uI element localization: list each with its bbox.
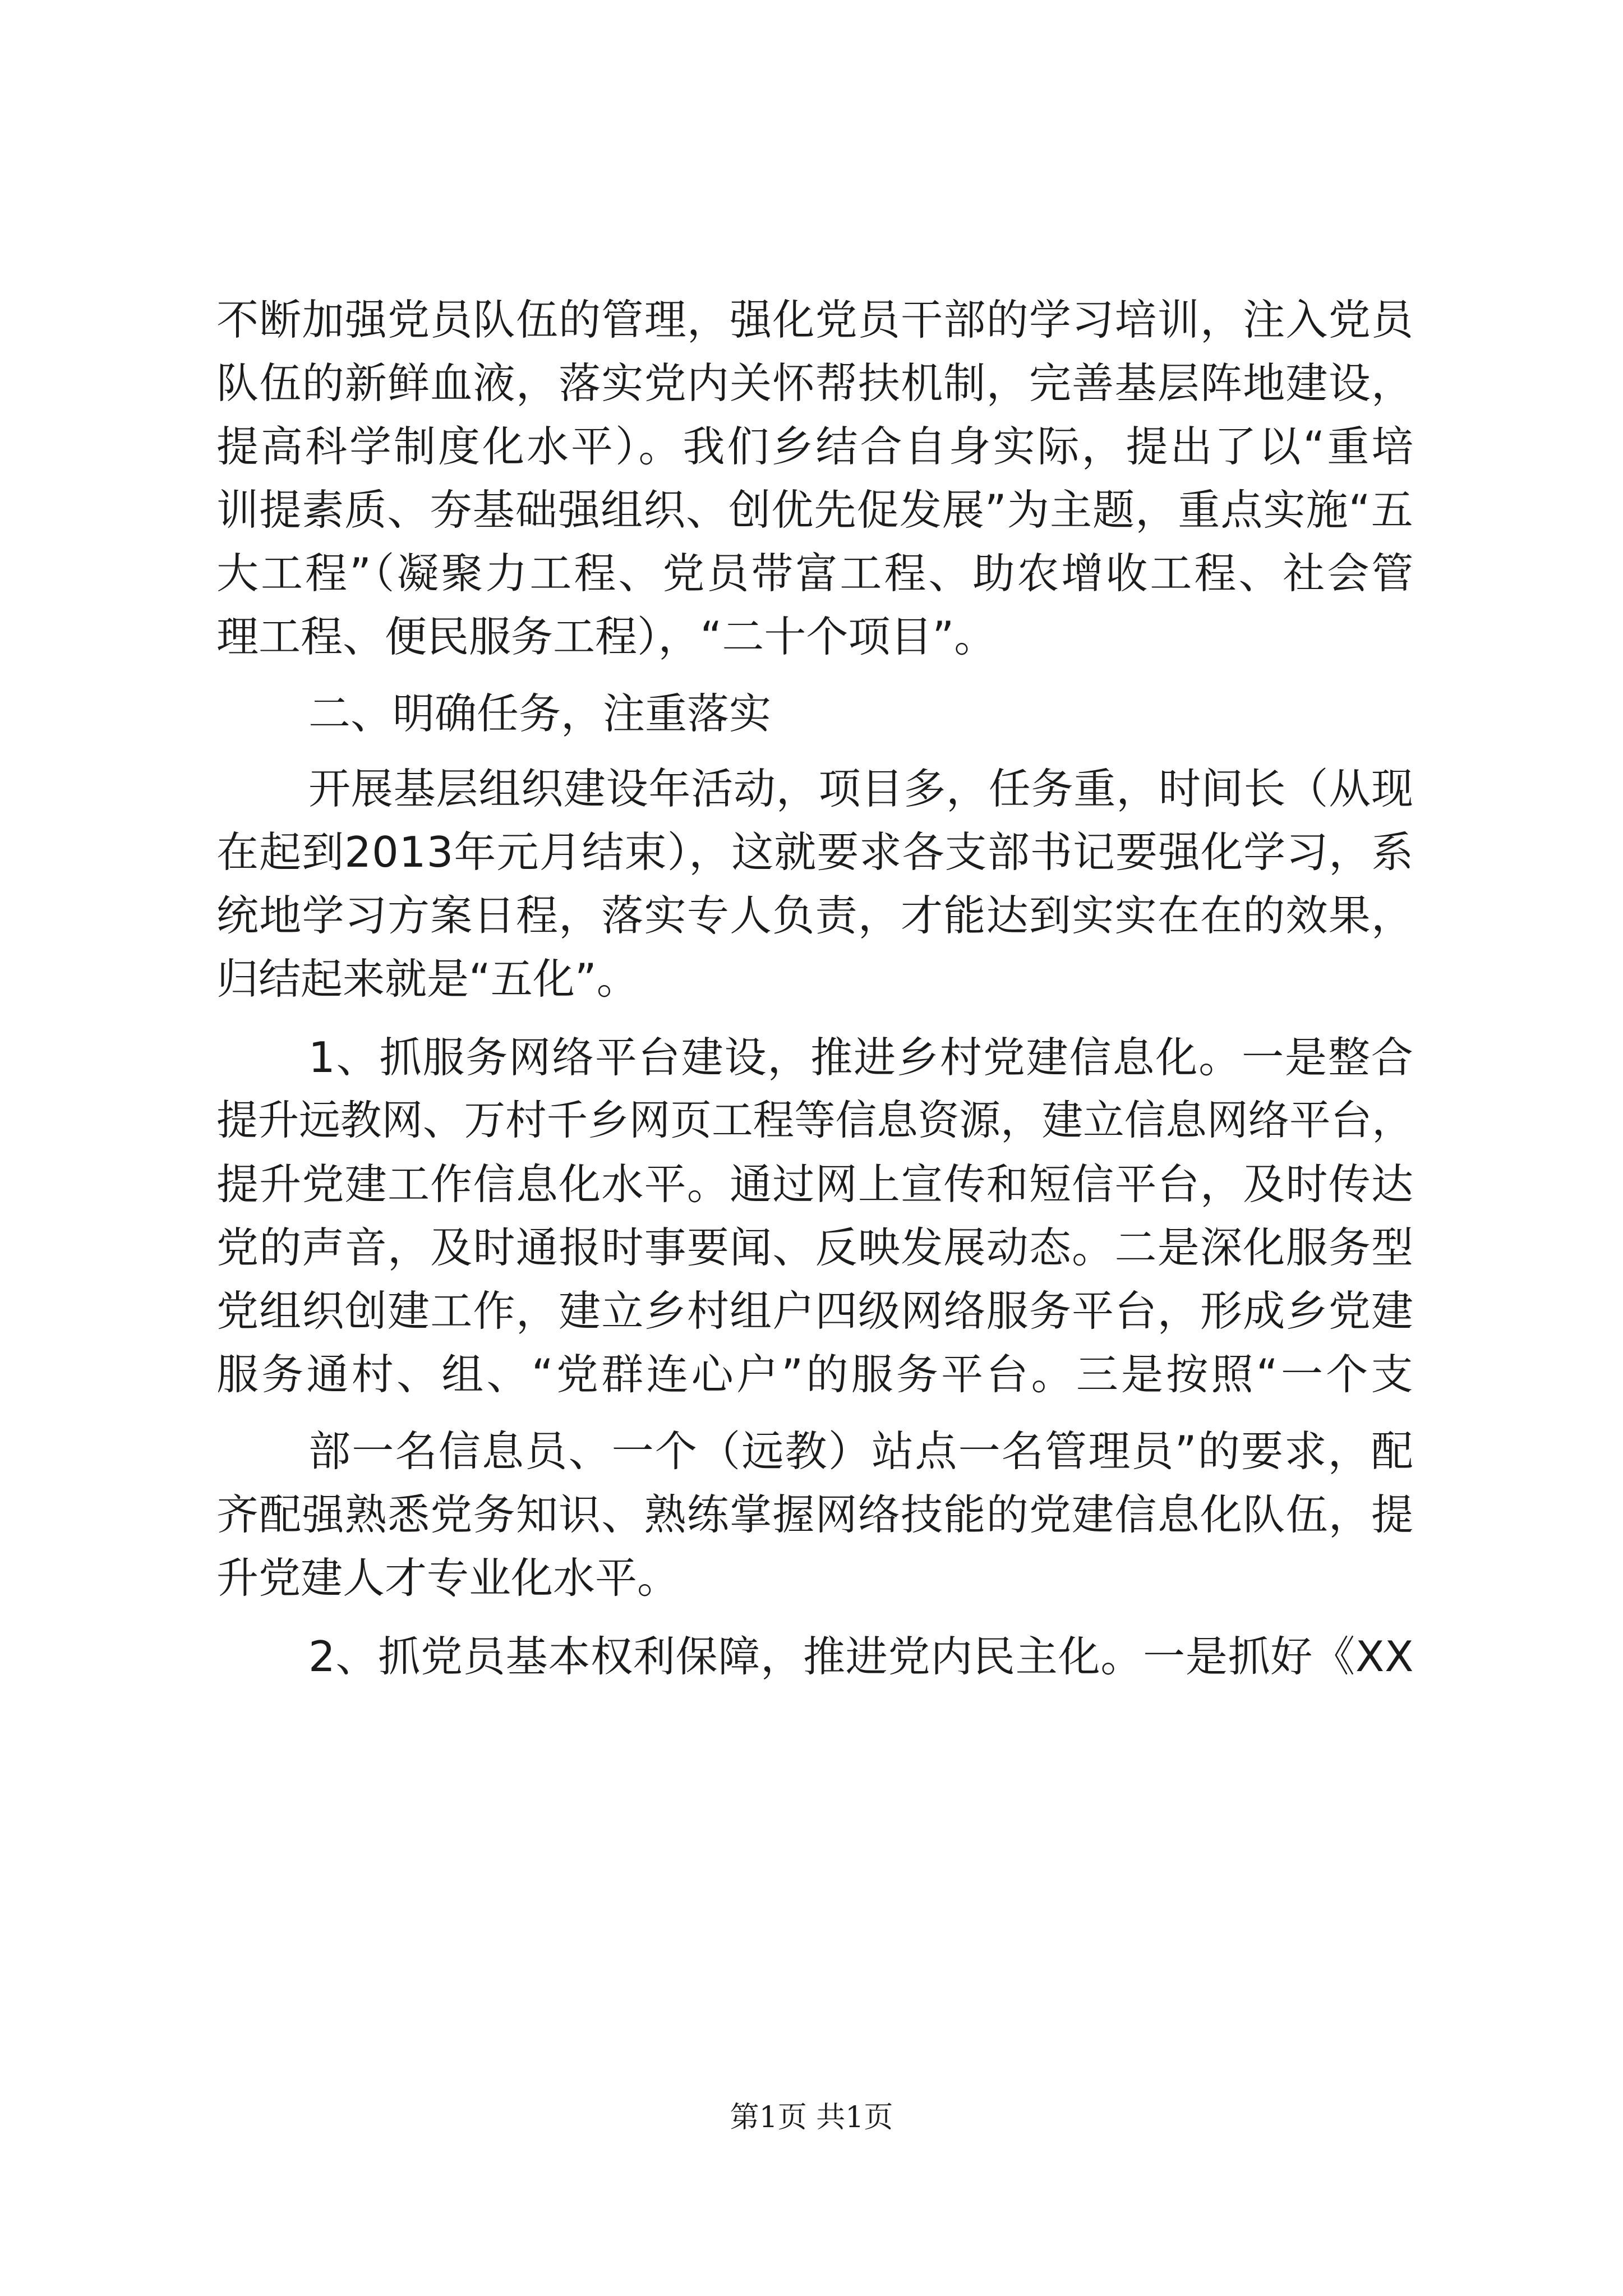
text-line-20: 升党建人才专业化水平。 bbox=[216, 1553, 680, 1603]
text-line-4: 训提素质、夯基础强组织、创优先促发展”为主题，重点实施“五 bbox=[216, 485, 1414, 535]
section-heading: 二、明确任务，注重落实 bbox=[308, 689, 772, 738]
text-line-17: 服务通村、组、“党群连心户”的服务平台。三是按照“一个支 bbox=[216, 1350, 1416, 1399]
text-line-19: 齐配强熟悉党务知识、熟练掌握网络技能的党建信息化队伍，提 bbox=[216, 1490, 1414, 1539]
text-line-14: 提升党建工作信息化水平。通过网上宣传和短信平台，及时传达 bbox=[216, 1159, 1414, 1209]
text-line-11: 归结起来就是“五化”。 bbox=[216, 954, 639, 1004]
text-line-16: 党组织创建工作，建立乡村组户四级网络服务平台，形成乡党建 bbox=[216, 1286, 1414, 1336]
text-line-18: 部一名信息员、一个（远教）站点一名管理员”的要求，配 bbox=[308, 1427, 1415, 1476]
text-line-12: 1、抓服务网络平台建设，推进乡村党建信息化。一是整合 bbox=[308, 1033, 1414, 1082]
text-line-6: 理工程、便民服务工程），“二十个项目”。 bbox=[216, 612, 997, 661]
page-footer: 第1页 共1页 bbox=[730, 2101, 893, 2134]
text-line-1: 不断加强党员队伍的管理，强化党员干部的学习培训，注入党员 bbox=[216, 295, 1414, 344]
text-line-10: 统地学习方案日程，落实专人负责，才能达到实实在在的效果， bbox=[216, 891, 1414, 940]
text-line-8: 开展基层组织建设年活动，项目多，任务重，时间长（从现 bbox=[308, 764, 1414, 813]
text-line-2: 队伍的新鲜血液，落实党内关怀帮扶机制，完善基层阵地建设， bbox=[216, 358, 1414, 408]
text-line-21: 2、抓党员基本权利保障，推进党内民主化。一是抓好《XX bbox=[308, 1632, 1414, 1681]
text-line-13: 提升远教网、万村千乡网页工程等信息资源，建立信息网络平台， bbox=[216, 1097, 1413, 1144]
text-line-5: 大工程”（凝聚力工程、党员带富工程、助农增收工程、社会管 bbox=[216, 549, 1416, 598]
text-line-9: 在起到2013年元月结束），这就要求各支部书记要强化学习，系 bbox=[216, 827, 1414, 877]
text-line-15: 党的声音，及时通报时事要闻、反映发展动态。二是深化服务型 bbox=[216, 1223, 1414, 1272]
text-line-3: 提高科学制度化水平）。我们乡结合自身实际，提出了以“重培 bbox=[216, 422, 1416, 471]
